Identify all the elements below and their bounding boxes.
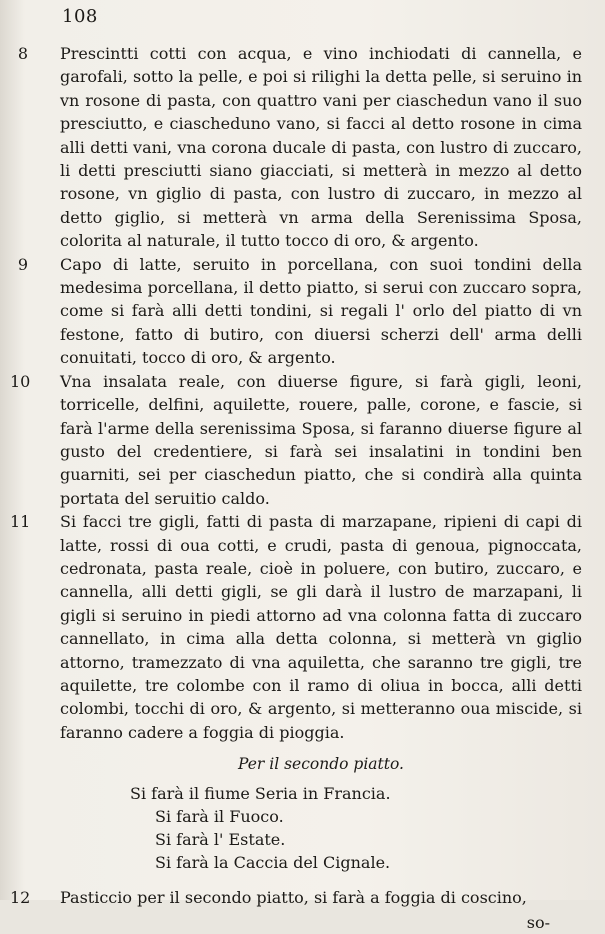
- entry-text: Si facci tre gigli, fatti di pasta di marzapane, ripieni di capi di latte, rossi di oua cotti, e crudi, pasta di genoua, pignoccata, cedronata, pasta reale, cioè in poluere, con butiro, zuccaro, e cannella, alli detti gigli, se gli darà il lustro de marzapani, li gigli si seruino in piedi attorno ad vna colonna fatta di zuccaro cannellato, in cima alla detta colonna, si metterà vn giglio attorno, tramezzato di vna aquiletta, che saranno tre gigli, tre aquilette, tre colombe con il ramo di oliua in bocca, alli detti colombi, tocchi di oro, & argento, si metteranno oua miscide, si faranno cadere a foggia di pioggia.: [60, 512, 582, 742]
- entry-text: Vna insalata reale, con diuerse figure, si farà gigli, leoni, torricelle, delfini, aquilette, rouere, palle, corone, e fascie, si farà l'arme della serenissima Sposa, si faranno diuerse figure al gusto del credentiere, si farà sei insalatini in tondini ben guarniti, sei per ciaschedun piatto, che si condirà alla quinta portata del seruitio caldo.: [60, 371, 582, 508]
- list-item: Si farà il Fuoco.: [155, 807, 284, 827]
- recipe-entry-9: [10, 253, 582, 370]
- section-heading: Per il secondo piatto.: [238, 755, 404, 774]
- entry-number: 10: [10, 371, 31, 391]
- section-list: [10, 782, 582, 874]
- entry-number: 9: [17, 254, 28, 274]
- list-item: Si farà la Caccia del Cignale.: [155, 853, 391, 873]
- page-number: 108: [62, 6, 98, 27]
- list-item: Si farà l' Estate.: [155, 830, 286, 850]
- page-body: [10, 42, 582, 934]
- recipe-entry-10: [10, 370, 582, 510]
- entry-number: 8: [17, 44, 28, 63]
- recipe-entry-11: [10, 510, 582, 744]
- entry-text: Capo di latte, seruito in porcellana, con suoi tondini della medesima porcellana, il detto piatto, si serui con zuccaro sopra, come si farà alli detti tondini, si regali l' orlo del piatto di vn festone, fatto di butiro, con diuersi scherzi dell' arma delli conuitati, tocco di oro, & argento.: [60, 254, 582, 368]
- entry-number: 12: [10, 888, 31, 908]
- entry-number: 11: [10, 512, 31, 532]
- recipe-entry-12: [10, 886, 582, 909]
- list-item: Si farà il fiume Seria in Francia.: [130, 784, 391, 804]
- entry-text: Prescintti cotti con acqua, e vino inchiodati di cannella, e garofali, sotto la pelle, e poi si rilighi la detta pelle, si seruino in vn rosone di pasta, con quattro vani per ciaschedun vano il suo presciutto, e ciascheduno vano, si facci al detto rosone in cima alli detti vani, vna corona ducale di pasta, con lustro di zuccaro, li detti presciutti siano giacciati, si metterà in mezzo al detto rosone, vn giglio di pasta, con lustro di zuccaro, in mezzo al detto giglio, si metterà vn arma della Serenissima Sposa, colorita al naturale, il tutto tocco di oro, & argento.: [60, 44, 582, 251]
- catchword: so-: [526, 912, 550, 932]
- recipe-entry-8: [10, 42, 582, 253]
- entry-text: Pasticcio per il secondo piatto, si farà a foggia di coscino,: [60, 888, 527, 908]
